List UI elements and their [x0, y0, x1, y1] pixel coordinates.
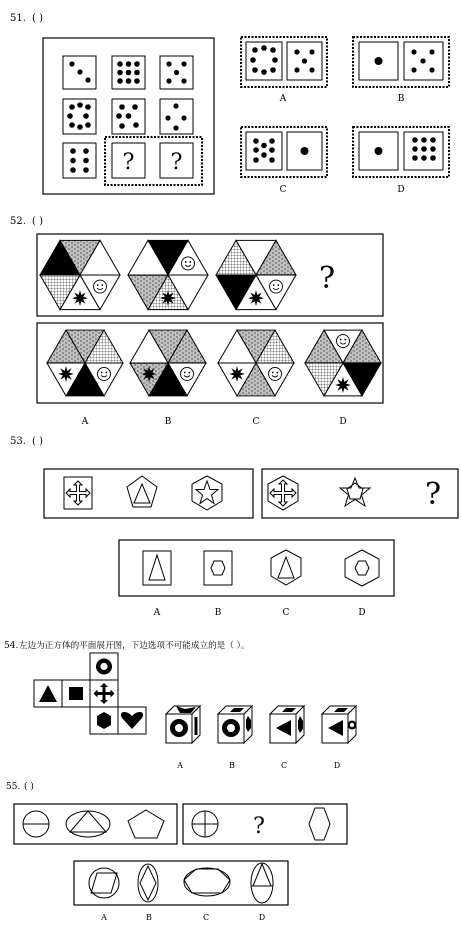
- net-heart-icon: [121, 712, 143, 729]
- spiky-star-icon: [141, 366, 157, 382]
- q52-option-c-label: C: [252, 417, 260, 427]
- q51-option-a[interactable]: [241, 37, 327, 87]
- q53-option-d-label: D: [358, 608, 366, 618]
- q54-option-a-cube[interactable]: [166, 706, 200, 743]
- q55-pentagon: [128, 810, 164, 838]
- q54-option-b-label: B: [229, 761, 235, 770]
- q53-option-b[interactable]: [204, 551, 232, 585]
- q55-question-mark: ?: [253, 814, 265, 839]
- smiley-face-icon: [98, 367, 111, 380]
- smiley-face-icon: [337, 335, 350, 348]
- q51-die-5-dots: [166, 61, 186, 83]
- smiley-face-icon: [182, 257, 195, 270]
- q53-option-a[interactable]: [143, 551, 171, 585]
- q55-hexagon: [309, 808, 330, 840]
- q51-die-9-dots: [117, 61, 140, 84]
- q52-number: 52.: [10, 216, 26, 227]
- q55-circle-line: [23, 811, 49, 837]
- q54-option-d-label: D: [333, 761, 341, 770]
- q54-option-b-cube[interactable]: [218, 706, 252, 743]
- smiley-face-icon: [270, 280, 283, 293]
- q53-number: 53.: [10, 436, 26, 447]
- q51-option-c[interactable]: [241, 127, 327, 177]
- q54-prompt: 左边为正方体的平面展开图，下边选项不可能成立的是（ ）。: [19, 641, 250, 651]
- q54-option-d-cube[interactable]: [322, 706, 357, 743]
- q53-hexagon-cross-arrows: [268, 476, 298, 510]
- q55-option-c-label: C: [202, 913, 210, 922]
- net-triangle-icon: [39, 685, 57, 702]
- q52-figure-3: [216, 240, 296, 309]
- q51-option-b-label: B: [397, 94, 405, 104]
- q53-question-mark: ?: [424, 477, 442, 512]
- q52-option-a[interactable]: [47, 330, 123, 396]
- spiky-star-icon: [229, 366, 245, 382]
- q55-option-d[interactable]: [251, 863, 273, 903]
- q54-option-a-label: A: [177, 761, 183, 770]
- q52-option-d-label: D: [339, 417, 347, 427]
- q55-option-b-label: B: [146, 913, 152, 922]
- smiley-face-icon: [181, 367, 194, 380]
- q53-options-frame: [119, 540, 394, 596]
- q51-die-4-dots: [165, 103, 186, 130]
- smiley-face-icon: [269, 367, 282, 380]
- q53-option-d[interactable]: [345, 550, 379, 586]
- q55-answer-paren: ( ): [24, 782, 34, 792]
- q53-option-b-label: B: [214, 608, 222, 618]
- q55-number: 55.: [6, 782, 21, 792]
- q52-question-mark: ?: [318, 261, 336, 296]
- q51-die-3-dots: [69, 61, 90, 82]
- spiky-star-icon: [335, 377, 351, 393]
- q51-option-c-label: C: [279, 185, 287, 195]
- q55-options-frame: [74, 861, 288, 905]
- q55-circle-cross: [192, 811, 218, 837]
- net-cross-arrows-icon: [94, 683, 115, 704]
- net-square-icon: [69, 687, 83, 700]
- q52-option-a-label: A: [81, 417, 89, 427]
- q55-ellipse-triangle: [66, 811, 110, 837]
- spiky-star-icon: [58, 366, 74, 382]
- net-ring-icon: [96, 659, 112, 675]
- q54-number: 54.: [4, 641, 19, 651]
- q53-option-c[interactable]: [271, 550, 301, 585]
- q54-option-c-label: C: [280, 761, 288, 770]
- q51-option-d[interactable]: [353, 127, 449, 177]
- q53-option-c-label: C: [282, 608, 290, 618]
- q51-question-mark-1: ?: [122, 150, 135, 175]
- q51-number: 51.: [10, 13, 26, 24]
- net-hexagon-icon: [97, 712, 111, 729]
- q55-option-a-label: A: [101, 913, 107, 922]
- spiky-star-icon: [72, 290, 88, 306]
- q53-hexagon-star: [192, 476, 222, 510]
- q55-option-b[interactable]: [138, 864, 158, 902]
- cube-net: [34, 653, 146, 734]
- q53-star-pentagon: [340, 478, 370, 506]
- q55-option-a[interactable]: [89, 868, 119, 898]
- q51-die-6-dots: [116, 104, 139, 129]
- q52-option-d[interactable]: [305, 330, 381, 396]
- q52-option-c[interactable]: [218, 330, 294, 396]
- q52-option-b[interactable]: [130, 330, 206, 396]
- q52-option-b-label: B: [164, 417, 172, 427]
- q51-question-mark-2: ?: [170, 150, 183, 175]
- q55-option-d-label: D: [258, 913, 266, 922]
- smiley-face-icon: [94, 280, 107, 293]
- q51-option-a-label: A: [279, 94, 287, 104]
- q53-answer-paren: ( ): [32, 436, 43, 447]
- q52-figure-1: [40, 240, 120, 309]
- q51-option-d-label: D: [397, 185, 405, 195]
- q55-option-c[interactable]: [184, 868, 230, 896]
- q51-option-b[interactable]: [353, 37, 449, 87]
- q52-figure-2: [128, 240, 208, 309]
- q53-square-cross-arrows: [64, 477, 92, 509]
- q51-die-6b-dots: [70, 148, 89, 173]
- q54-option-c-cube[interactable]: [270, 706, 304, 743]
- q53-option-a-label: A: [153, 608, 161, 618]
- q51-answer-paren: ( ): [32, 13, 43, 24]
- spiky-star-icon: [248, 290, 264, 306]
- q51-die-8-dots: [67, 102, 91, 130]
- q53-pentagon-triangle: [127, 476, 157, 507]
- q51-die-6b: [63, 143, 96, 178]
- q52-answer-paren: ( ): [32, 216, 43, 227]
- spiky-star-icon: [160, 290, 176, 306]
